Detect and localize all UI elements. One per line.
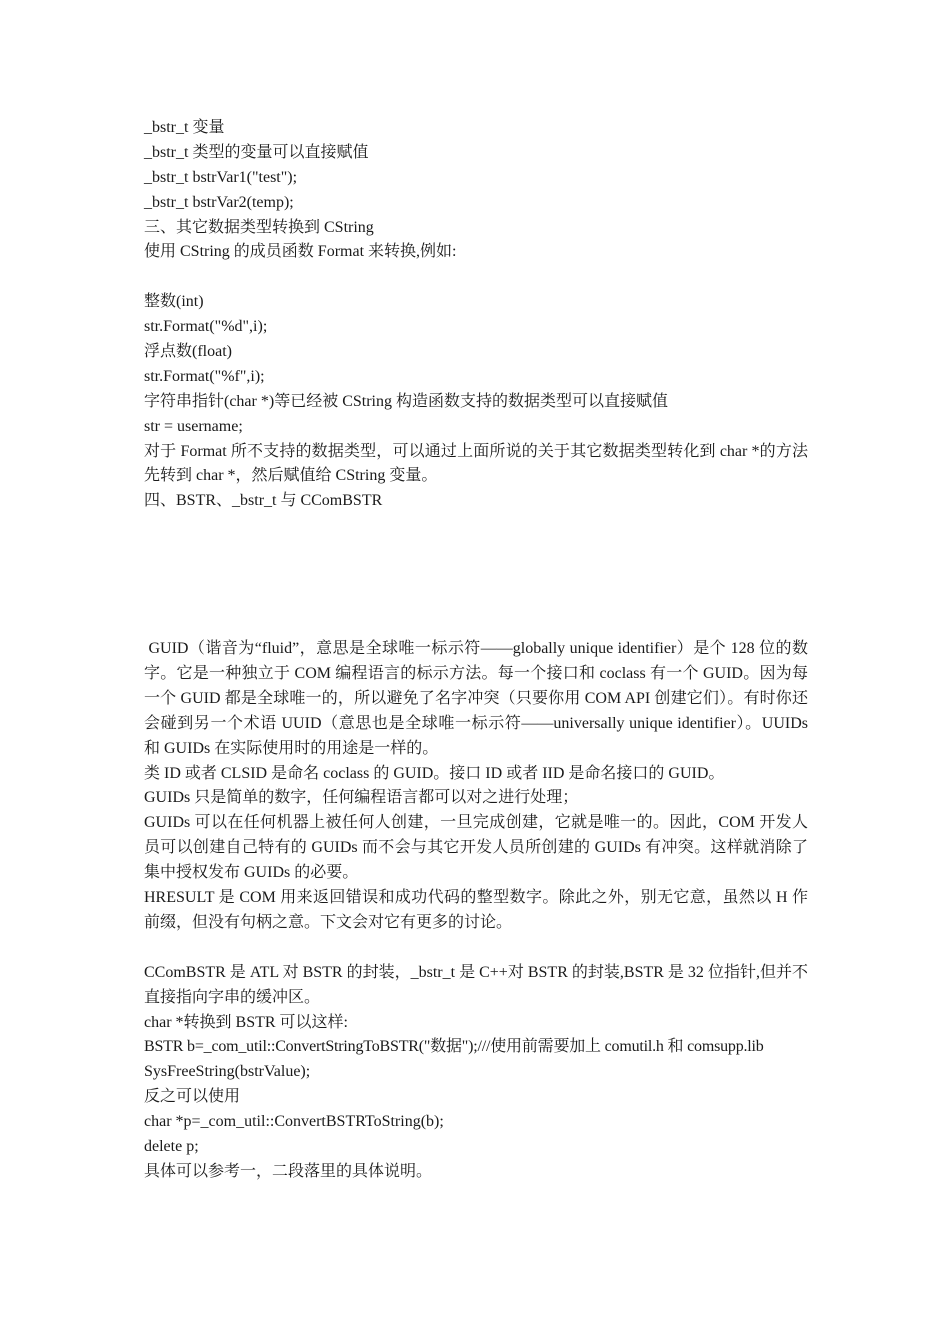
paragraph-ccombstr: CComBSTR 是 ATL 对 BSTR 的封装，_bstr_t 是 C++对 BSTR 的封装,BSTR 是 32 位指针,但并不直接指向字串的缓冲区。 <box>144 963 808 1006</box>
code-line: _bstr_t bstrVar1("test"); <box>144 168 298 186</box>
code-line: _bstr_t bstrVar2(temp); <box>144 193 294 211</box>
code-line: str.Format("%d",i); <box>144 318 268 336</box>
text-line: 字符串指针(char *)等已经被 CString 构造函数支持的数据类型可以直接赋值 <box>144 392 668 410</box>
section-guid-bstr <box>144 637 812 1185</box>
section-heading: 三、其它数据类型转换到 CString <box>144 218 374 236</box>
paragraph-guid: GUID（谐音为“fluid”，意思是全球唯一标示符——globally unique identifier）是个 128 位的数字。它是一种独立于 COM 编程语言的标示方法。每一个接口和 coclass 有一个 GUID。因为每一个 GUID 都是全球唯一的，所以避免了名字冲突（只要你用 COM API 创建它们）。有时你还会碰到另一个术语 UUID（意思也是全球唯一标示符——universally unique identifier）。UUIDs 和 GUIDs 在实际使用时的用途是一样的。 <box>144 640 812 757</box>
text-line: _bstr_t 变量 <box>144 119 225 136</box>
code-line: str = username; <box>144 417 243 435</box>
blank-line <box>144 936 808 961</box>
code-line: char *p=_com_util::ConvertBSTRToString(b); <box>144 1113 444 1131</box>
code-line: delete p; <box>144 1138 199 1155</box>
text-line: 浮点数(float) <box>144 343 232 361</box>
text-line: 具体可以参考一，二段落里的具体说明。 <box>144 1162 433 1180</box>
text-line: 类 ID 或者 CLSID 是命名 coclass 的 GUID。接口 ID 或者 IID 是命名接口的 GUID。 <box>144 764 725 782</box>
section-heading: 四、BSTR、_bstr_t 与 CComBSTR <box>144 492 383 510</box>
text-line: GUIDs 只是简单的数字，任何编程语言都可以对之进行处理； <box>144 789 579 807</box>
blank-line <box>144 265 808 290</box>
text-line: _bstr_t 类型的变量可以直接赋值 <box>144 143 369 161</box>
code-line: str.Format("%f",i); <box>144 367 265 385</box>
code-line: SysFreeString(bstrValue); <box>144 1063 311 1081</box>
text-line: 使用 CString 的成员函数 Format 来转换,例如: <box>144 243 457 261</box>
code-line: BSTR b=_com_util::ConvertStringToBSTR("数据");///使用前需要加上 comutil.h 和 comsupp.lib <box>144 1038 764 1056</box>
paragraph-format-note: 对于 Format 所不支持的数据类型，可以通过上面所说的关于其它数据类型转化到 char *的方法先转到 char *，然后赋值给 CString 变量。 <box>144 442 808 485</box>
text-line: 反之可以使用 <box>144 1088 241 1106</box>
text-line: char *转换到 BSTR 可以这样: <box>144 1013 348 1031</box>
paragraph-guids-unique: GUIDs 可以在任何机器上被任何人创建，一旦完成创建，它就是唯一的。因此，COM 开发人员可以创建自己特有的 GUIDs 而不会与其它开发人员所创建的 GUIDs 有冲突。这样就消除了集中授权发布 GUIDs 的必要。 <box>144 814 808 882</box>
paragraph-hresult: HRESULT 是 COM 用来返回错误和成功代码的整型数字。除此之外，别无它意，虽然以 H 作前缀，但没有句柄之意。下文会对它有更多的讨论。 <box>144 889 808 931</box>
section-bstr-cstring <box>144 116 808 514</box>
text-line: 整数(int) <box>144 293 204 311</box>
